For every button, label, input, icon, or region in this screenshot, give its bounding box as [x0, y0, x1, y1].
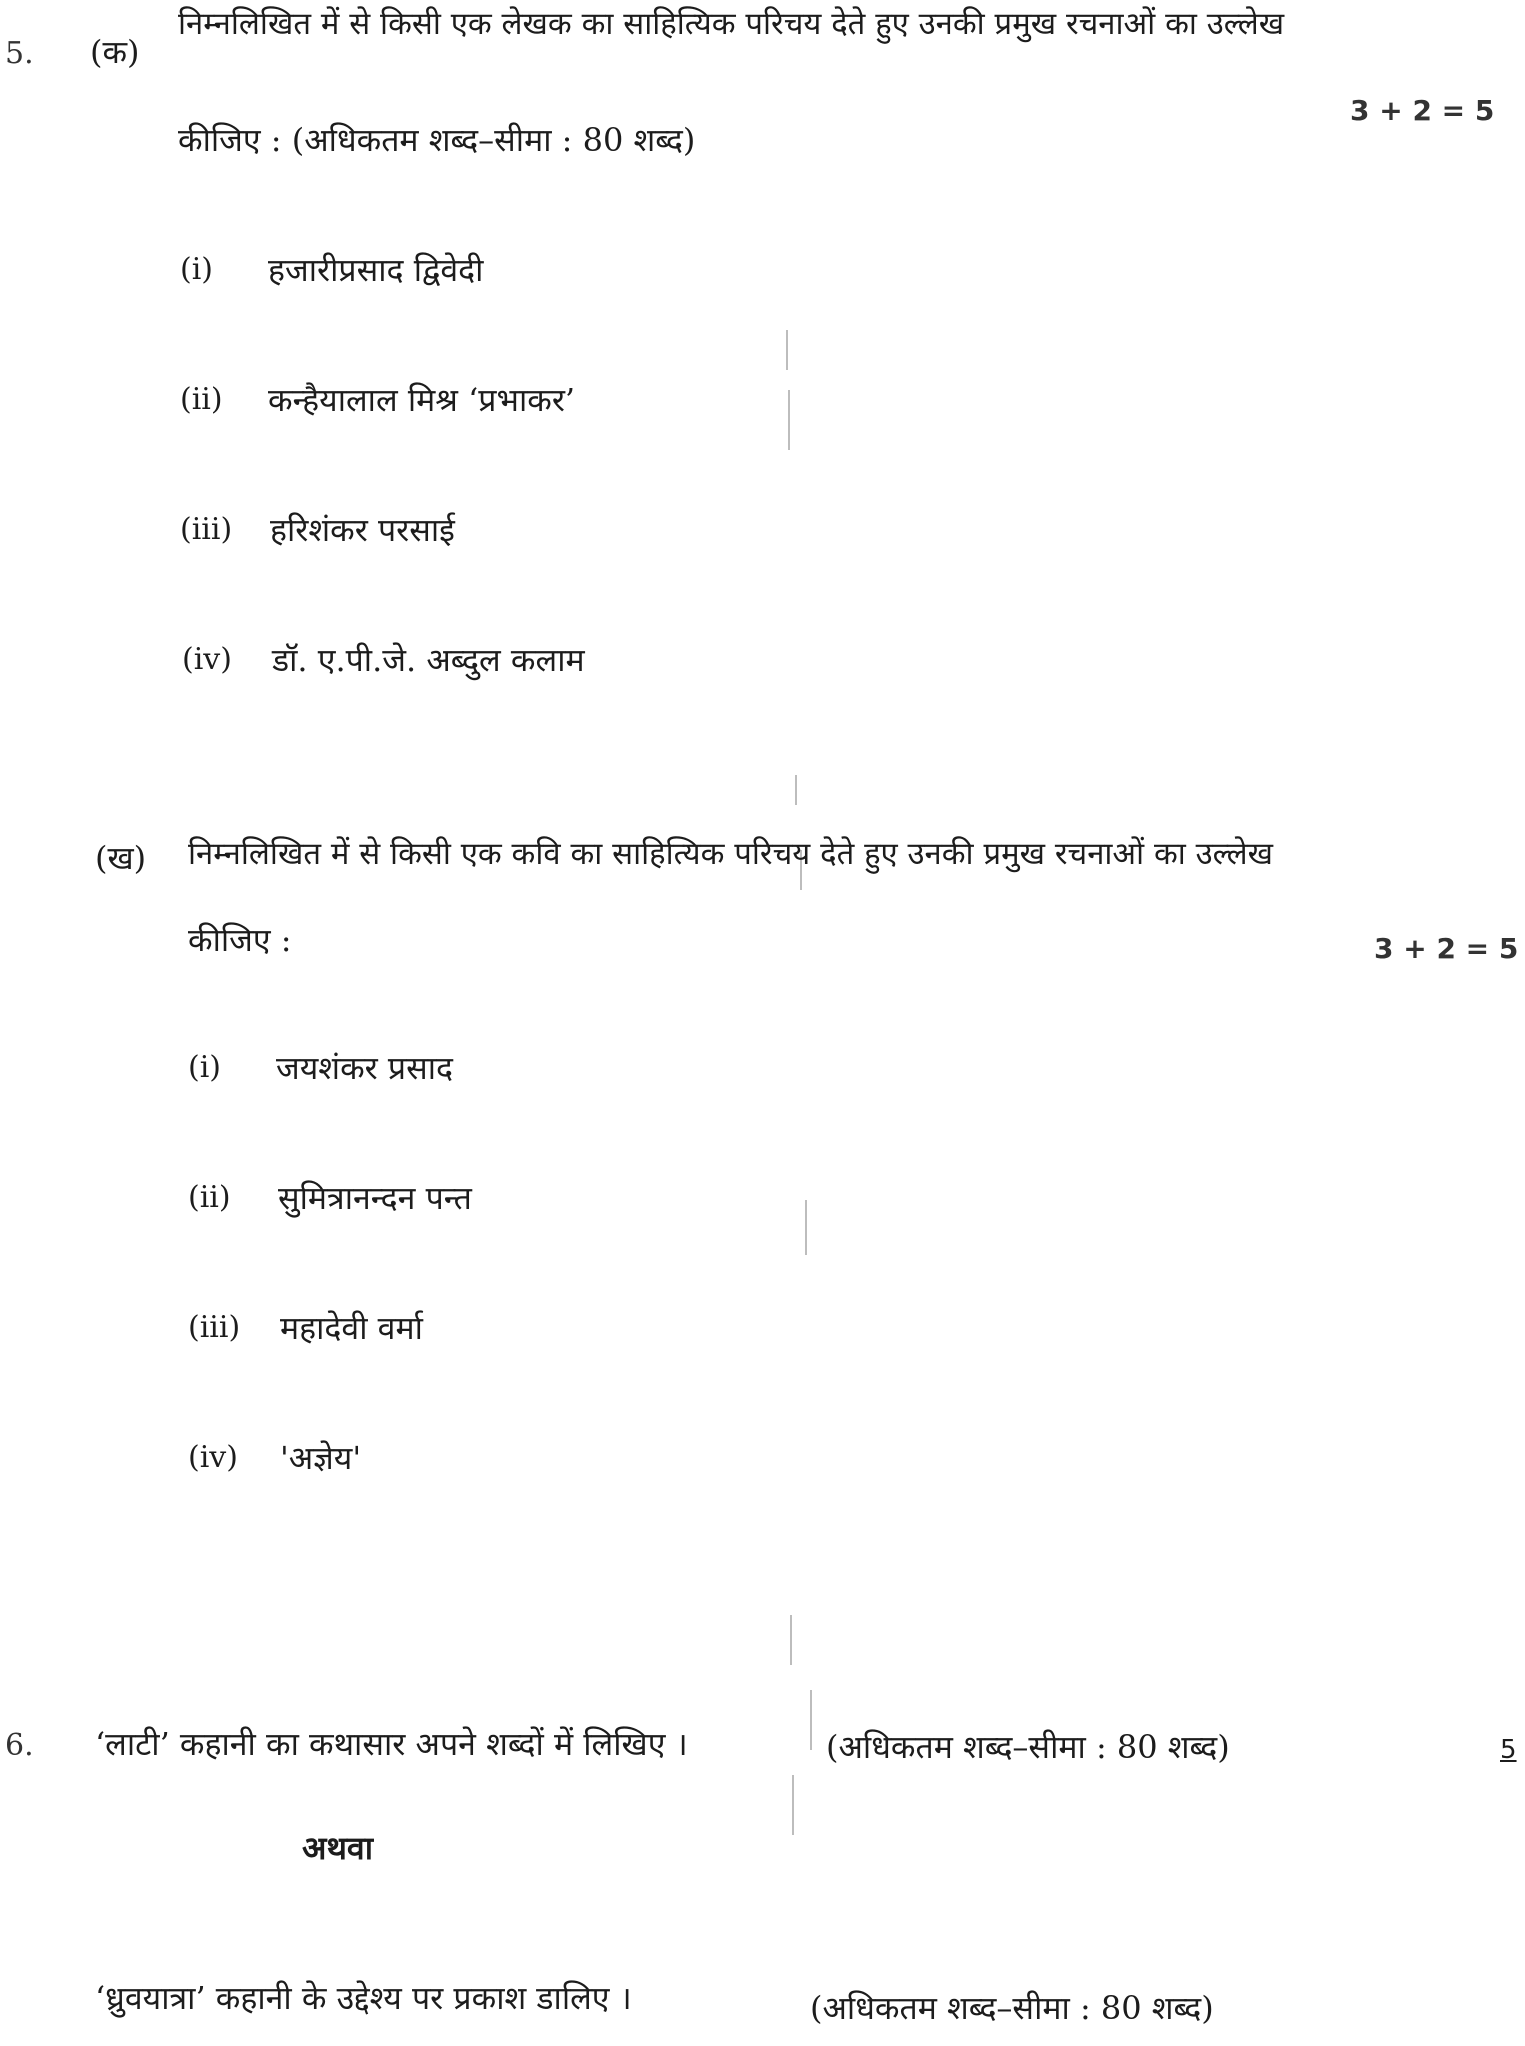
option-number: (iii)	[188, 1310, 241, 1345]
question-5-number: 5.	[5, 36, 34, 71]
part-a-marks: 3 + 2 = 5	[1350, 94, 1495, 127]
scan-artifact	[810, 1690, 812, 1750]
part-b-instruction-line1: निम्नलिखित में से किसी एक कवि का साहित्यिक परिचय देते हुए उनकी प्रमुख रचनाओं का उल्लेख	[188, 836, 1273, 872]
scan-artifact	[788, 390, 790, 450]
scan-artifact	[805, 1200, 807, 1255]
option-text: 'अज्ञेय'	[280, 1439, 362, 1477]
part-a-instruction-line2: कीजिए : (अधिकतम शब्द–सीमा : 80 शब्द)	[178, 121, 696, 159]
q6-alternative-word-limit: (अधिकतम शब्द–सीमा : 80 शब्द)	[810, 1989, 1214, 2027]
option-number: (ii)	[188, 1180, 231, 1215]
option-number: (i)	[180, 252, 214, 287]
q6-word-limit: (अधिकतम शब्द–सीमा : 80 शब्द)	[826, 1728, 1230, 1766]
scan-artifact	[790, 1615, 792, 1665]
option-text: कन्हैयालाल मिश्र ‘प्रभाकर’	[268, 381, 576, 419]
option-text: जयशंकर प्रसाद	[276, 1049, 454, 1087]
scan-artifact	[786, 330, 788, 370]
option-text: महादेवी वर्मा	[280, 1309, 423, 1347]
option-text: सुमित्रानन्दन पन्त	[278, 1179, 472, 1217]
option-number: (ii)	[180, 382, 223, 417]
option-number: (iii)	[180, 512, 233, 547]
q6-marks: 5	[1500, 1735, 1517, 1765]
part-b-label: (ख)	[95, 839, 147, 877]
or-separator: अथवा	[302, 1829, 373, 1867]
option-text: डॉ. ए.पी.जे. अब्दुल कलाम	[272, 641, 585, 679]
option-number: (iv)	[188, 1440, 238, 1475]
part-b-marks: 3 + 2 = 5	[1374, 932, 1519, 965]
question-6-number: 6.	[5, 1728, 34, 1763]
scan-artifact	[795, 775, 797, 805]
option-number: (iv)	[182, 642, 232, 677]
q6-alternative-instruction: ‘ध्रुवयात्रा’ कहानी के उद्देश्य पर प्रकाश डालिए ।	[95, 1979, 632, 2017]
part-b-instruction-line2: कीजिए :	[188, 921, 292, 959]
option-text: हजारीप्रसाद द्विवेदी	[268, 251, 484, 289]
option-text: हरिशंकर परसाई	[270, 511, 455, 549]
option-number: (i)	[188, 1050, 222, 1085]
scan-artifact	[792, 1775, 794, 1835]
part-a-label: (क)	[90, 33, 140, 71]
q6-instruction: ‘लाटी’ कहानी का कथासार अपने शब्दों में लिखिए ।	[95, 1725, 688, 1763]
part-a-instruction-line1: निम्नलिखित में से किसी एक लेखक का साहित्यिक परिचय देते हुए उनकी प्रमुख रचनाओं का उल्लेख	[178, 6, 1285, 42]
